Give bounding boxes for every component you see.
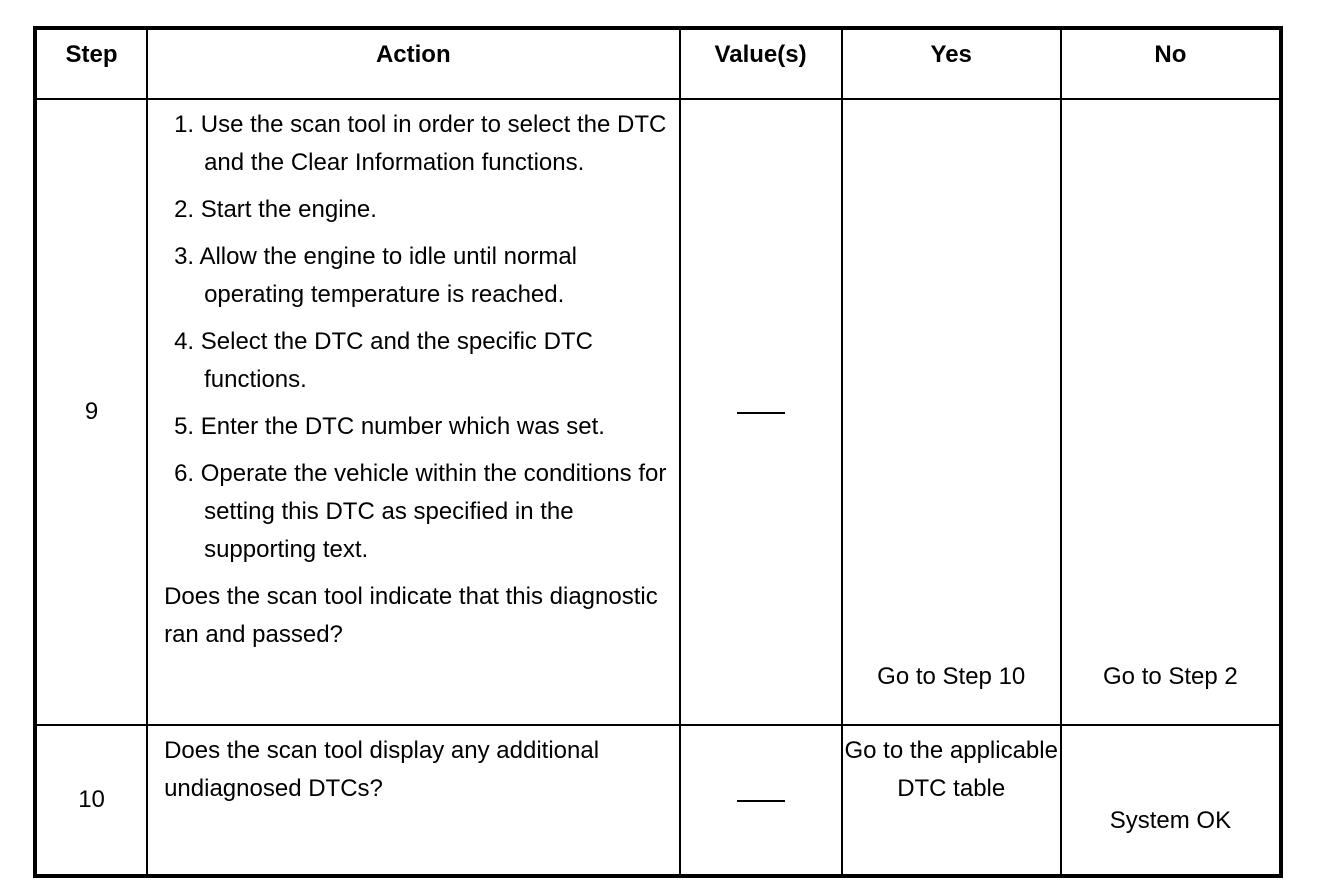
header-values: Value(s)	[680, 28, 842, 99]
table-header	[35, 28, 1281, 99]
header-yes: Yes	[842, 28, 1061, 99]
yes-result: Go to Step 10	[842, 99, 1061, 725]
action-cell	[147, 725, 679, 876]
diagnostic-table	[33, 26, 1283, 878]
value-cell	[680, 725, 842, 876]
step-number: 9	[35, 99, 147, 725]
header-row	[35, 28, 1281, 99]
action-step: 6. Operate the vehicle within the conditions for setting this DTC as specified in the supporting text.	[174, 460, 667, 563]
action-step: 4. Select the DTC and the specific DTC functions.	[174, 328, 593, 393]
action-cell	[147, 99, 679, 725]
yes-result: Go to the applicable DTC table	[842, 725, 1061, 876]
table-row-step-9	[35, 99, 1281, 725]
no-result: Go to Step 2	[1061, 99, 1281, 725]
header-action: Action	[147, 28, 679, 99]
action-step: 1. Use the scan tool in order to select the DTC and the Clear Information functions.	[174, 111, 667, 176]
no-result: System OK	[1061, 725, 1281, 876]
step-number: 10	[35, 725, 147, 876]
table-row-step-10	[35, 725, 1281, 876]
action-question: Does the scan tool display any additional undiagnosed DTCs?	[164, 737, 600, 803]
action-step: 5. Enter the DTC number which was set.	[174, 413, 605, 440]
action-step: 3. Allow the engine to idle until normal operating temperature is reached.	[174, 243, 577, 308]
action-question: Does the scan tool indicate that this diagnostic ran and passed?	[164, 583, 658, 648]
action-step: 2. Start the engine.	[174, 196, 377, 223]
header-step: Step	[35, 28, 147, 99]
header-no: No	[1061, 28, 1281, 99]
action-steps-list	[164, 106, 668, 569]
value-dash	[737, 412, 785, 414]
value-cell	[680, 99, 842, 725]
value-dash	[737, 800, 785, 802]
